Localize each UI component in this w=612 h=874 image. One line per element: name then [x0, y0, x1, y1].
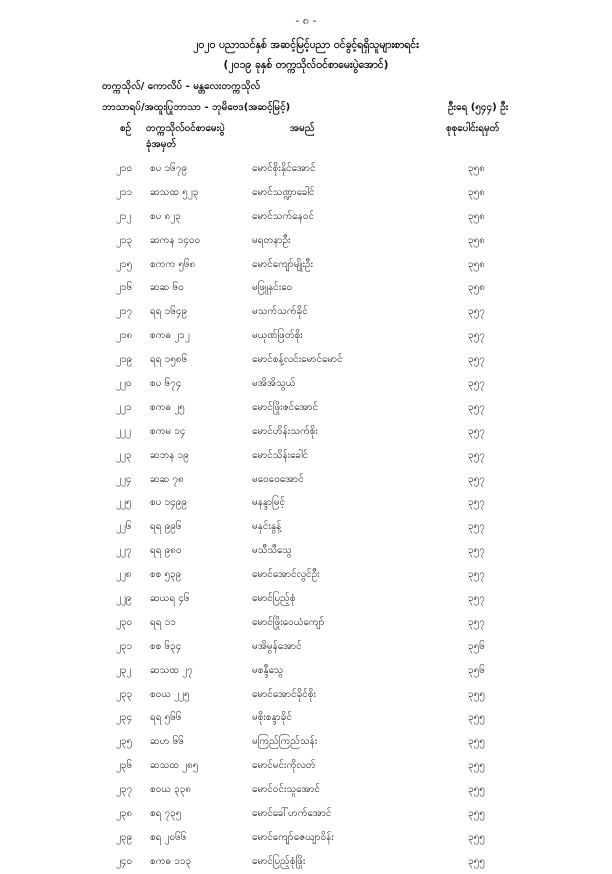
row-score: ၃၅၇: [468, 497, 485, 509]
table-row: [0, 444, 612, 468]
row-number: ၂၃၈: [116, 808, 133, 820]
row-score: ၃၅၈: [468, 210, 485, 222]
row-name: မစန္ဒီသွေ: [252, 664, 284, 676]
row-name: မောင်စန့်လင်းမောင်မောင်: [252, 354, 343, 366]
row-score: ၃၅၇: [468, 306, 485, 318]
row-score: ၃၅၇: [468, 521, 485, 533]
row-number: ၂၄၀: [116, 855, 133, 867]
table-row: [0, 300, 612, 324]
row-score: ၃၅၆: [468, 640, 485, 652]
row-roll-number: ရရ ၅၆၆: [150, 712, 182, 724]
row-roll-number: စကမ ၁၄: [150, 425, 186, 437]
table-row: [0, 587, 612, 611]
row-name: မနန္ဒာမြင့်: [252, 497, 286, 509]
table-row: [0, 253, 612, 277]
row-roll-number: စကဓ ၁၁၃: [150, 855, 192, 867]
row-name: မသက်သက်ခိုင်: [252, 306, 308, 318]
row-name: မောင်ပြည့်စုံဖြိုး: [252, 855, 306, 867]
row-number: ၂၃၅: [116, 736, 133, 748]
row-score: ၃၅၆: [468, 664, 485, 676]
row-roll-number: ဆဆ ၆၀: [150, 282, 184, 294]
row-name: မဖြူနှင်းဝေ: [252, 282, 293, 294]
row-roll-number: စကဓ ၂၁၂: [150, 330, 190, 342]
row-number: ၂၁၅: [116, 258, 133, 270]
table-row: [0, 850, 612, 874]
row-score: ၃၅၇: [468, 378, 485, 390]
results-table: [0, 157, 612, 874]
table-row: [0, 515, 612, 539]
total-count: ဦးရေ (၅၄၄) ဦး: [448, 102, 509, 113]
row-number: ၂၂၇: [116, 545, 132, 557]
row-name: မယုဏ်ဖြတ်စိုး: [252, 330, 303, 342]
row-number: ၂၃၆: [116, 760, 133, 772]
header-roll: တက္ကသိုလ်ဝင်စာမေးပွဲ: [146, 123, 225, 134]
row-roll-number: ဆသထ ၂၈၅: [150, 760, 199, 772]
row-number: ၂၃၀: [116, 616, 133, 628]
row-name: မကြည်ကြည်သန်း: [252, 736, 318, 748]
row-name: မောင်ပြည့်စုံ: [252, 593, 296, 605]
row-score: ၃၅၇: [468, 593, 485, 605]
row-name: မောင်မင်းကိုလတ်: [252, 760, 316, 772]
row-score: ၃၅၈: [468, 234, 485, 246]
table-row: [0, 229, 612, 253]
row-score: ၃၅၈: [468, 186, 485, 198]
row-number: ၂၁၆: [116, 282, 133, 294]
row-roll-number: ဆသထ ၂၇: [150, 664, 193, 676]
table-row: [0, 563, 612, 587]
row-roll-number: ရရ ၁၅၈၆: [150, 354, 188, 366]
row-score: ၃၅၇: [468, 425, 485, 437]
row-number: ၂၂၆: [116, 521, 132, 533]
table-row: [0, 802, 612, 826]
row-number: ၂၂၂: [116, 425, 131, 437]
header-name: အမည်: [290, 123, 315, 134]
table-row: [0, 205, 612, 229]
table-row: [0, 635, 612, 659]
row-name: မအိမွန်အောင်: [252, 640, 302, 652]
table-row: [0, 491, 612, 515]
table-row: [0, 324, 612, 348]
row-number: ၂၁၀: [116, 163, 133, 174]
row-roll-number: စစ ၅၃၉: [150, 569, 182, 581]
row-roll-number: စကက ၅၆၈: [150, 258, 196, 270]
row-name: မောင်အောင်လွင်ဦး: [252, 569, 320, 581]
row-score: ၃၅၅: [468, 784, 485, 796]
row-roll-number: စကဓ ၂၅: [150, 401, 185, 413]
row-roll-number: စဝယ ၂၂၅: [150, 688, 190, 700]
university-line: တက္ကသိုလ်/ ကောလိပ် - မန္တလေးတက္ကသိုလ်: [102, 81, 261, 92]
row-name: မောင်သိန်းခေါင်: [252, 449, 309, 461]
row-name: မအိအိသွယ်: [252, 378, 296, 390]
row-score: ၃၅၅: [468, 736, 485, 748]
document-title: ၂၀၂၀ ပညာသင်နှစ် အဆင့်မြင့်ပညာ ဝင်ခွင့်ရရှိသူများစာရင်း: [193, 39, 419, 51]
row-roll-number: စပ ၁၄၉၉: [150, 497, 188, 509]
row-score: ၃၅၅: [468, 831, 485, 843]
row-number: ၂၁၁: [116, 186, 133, 198]
row-number: ၂၁၃: [116, 234, 133, 246]
table-row: [0, 348, 612, 372]
table-row: [0, 396, 612, 420]
table-row: [0, 157, 612, 181]
row-number: ၂၂၈: [116, 569, 132, 581]
row-name: မသီသီသွေ: [252, 545, 292, 557]
row-number: ၂၂၀: [116, 378, 132, 390]
row-number: ၂၂၉: [116, 593, 132, 605]
table-row: [0, 706, 612, 730]
table-row: [0, 826, 612, 850]
row-roll-number: ဆကန ၁၄၀၀: [150, 234, 201, 246]
row-score: ၃၅၇: [468, 354, 485, 366]
row-score: ၃၅၇: [468, 401, 485, 413]
row-roll-number: ဆဘန ၁၉: [150, 449, 189, 461]
row-score: ၃၅၈: [468, 282, 485, 294]
row-name: မရတနာဦး: [252, 234, 291, 246]
table-row: [0, 683, 612, 707]
row-score: ၃၅၅: [468, 760, 485, 772]
row-number: ၂၁၇: [116, 306, 133, 318]
row-roll-number: စပ ၆၇၄: [150, 378, 182, 390]
table-row: [0, 730, 612, 754]
row-number: ၂၃၇: [116, 784, 133, 796]
row-name: မောင်ခေါ်ဟက်အောင်: [252, 808, 332, 820]
row-score: ၃၅၇: [468, 569, 485, 581]
row-roll-number: ရရ ၁၆၄၉: [150, 306, 188, 318]
row-number: ၂၃၄: [116, 712, 133, 724]
row-name: မောင်စိုးနိုင်အောင်: [252, 163, 316, 174]
row-score: ၃၅၇: [468, 473, 485, 485]
table-row: [0, 659, 612, 683]
row-name: မောင်ဝင်းသူအောင်: [252, 784, 321, 796]
row-score: ၃၅၇: [468, 616, 485, 628]
row-roll-number: စစ ၆၃၄: [150, 640, 182, 652]
row-roll-number: ဆဆ ၇၈: [150, 473, 184, 485]
row-number: ၂၁၉: [116, 354, 133, 366]
row-score: ၃၅၇: [468, 449, 485, 461]
row-number: ၂၂၃: [116, 449, 132, 461]
row-score: ၃၅၈: [468, 163, 485, 174]
row-number: ၂၂၄: [116, 473, 132, 485]
header-no: စဉ်: [120, 123, 132, 134]
row-name: မောင်သဏ္ဍာခေါင်: [252, 186, 315, 198]
row-name: မောင်ကျော်မျိုးဦး: [252, 258, 314, 270]
row-roll-number: စဝယ ၃၃၈: [150, 784, 192, 796]
row-roll-number: စပ ၈၂၃: [150, 210, 181, 222]
row-name: မောင်သက်နေဝင်: [252, 210, 315, 222]
row-name: မစိုးစန္ဒာခိုင်: [252, 712, 292, 724]
row-roll-number: ရရ ၁၁: [150, 616, 176, 628]
row-score: ၃၅၅: [468, 688, 485, 700]
row-score: ၃၅၈: [468, 258, 485, 270]
table-row: [0, 778, 612, 802]
row-name: မောင်ဖြိုးဇင်အောင်: [252, 401, 319, 413]
row-roll-number: ဆသထ ၅၂၃: [150, 186, 199, 198]
row-name: မောင်ကျော်ဇေယျာဝိန်း: [252, 831, 334, 843]
row-roll-number: ဆယရ ၄၆: [150, 593, 190, 605]
row-roll-number: စပ ၁၆၇၉: [150, 163, 188, 174]
row-score: ၃၅၇: [468, 545, 485, 557]
row-roll-number: စရ ၂၀၆၆: [150, 831, 187, 843]
row-roll-number: ရရ ၉၈၀: [150, 545, 182, 557]
row-number: ၂၃၉: [116, 831, 133, 843]
table-row: [0, 468, 612, 492]
table-row: [0, 276, 612, 300]
row-name: မဝေဝေအောင်: [252, 473, 304, 485]
table-row: [0, 420, 612, 444]
header-score: စုစုပေါင်းရမှတ်: [446, 123, 500, 134]
row-roll-number: ဆဟ ၆၆: [150, 736, 184, 748]
row-number: ၂၃၂: [116, 664, 132, 676]
row-score: ၃၅၅: [468, 808, 485, 820]
row-number: ၂၂၅: [116, 497, 132, 509]
row-score: ၃၅၇: [468, 330, 485, 342]
document-subtitle: (၂၀၁၉ ခုနှစ် တက္ကသိုလ်ဝင်စာမေးပွဲအောင်): [223, 59, 389, 71]
table-row: [0, 539, 612, 563]
row-number: ၂၂၁: [116, 401, 132, 413]
subject-line: ဘာသာရပ်/အထူးပြုဘာသာ - ဘုမိဗေဒ(အဆင့်မြင့်): [102, 102, 291, 113]
table-row: [0, 754, 612, 778]
row-name: မောင်ဖြိုးဝေယံကျော်: [252, 616, 325, 628]
row-name: မောင်အောင်ခိုင်စိုး: [252, 688, 317, 700]
row-roll-number: စရ ၇၃၅: [150, 808, 182, 820]
row-number: ၂၃၁: [116, 640, 133, 652]
row-number: ၂၃၃: [116, 688, 133, 700]
header-roll-line2: ခုံအမှတ်: [146, 139, 177, 150]
row-score: ၃၅၅: [468, 855, 485, 867]
row-number: ၂၁၈: [116, 330, 133, 342]
page-number: - ၈ -: [295, 14, 317, 27]
row-score: ၃၅၅: [468, 712, 485, 724]
row-name: မနှင်းနွန့်: [252, 521, 282, 533]
row-number: ၂၁၂: [116, 210, 132, 222]
row-roll-number: ရရ ၉၉၆: [150, 521, 182, 533]
table-row: [0, 181, 612, 205]
row-name: မောင်ဟိန်းသက်စိုး: [252, 425, 318, 437]
table-row: [0, 611, 612, 635]
table-row: [0, 372, 612, 396]
